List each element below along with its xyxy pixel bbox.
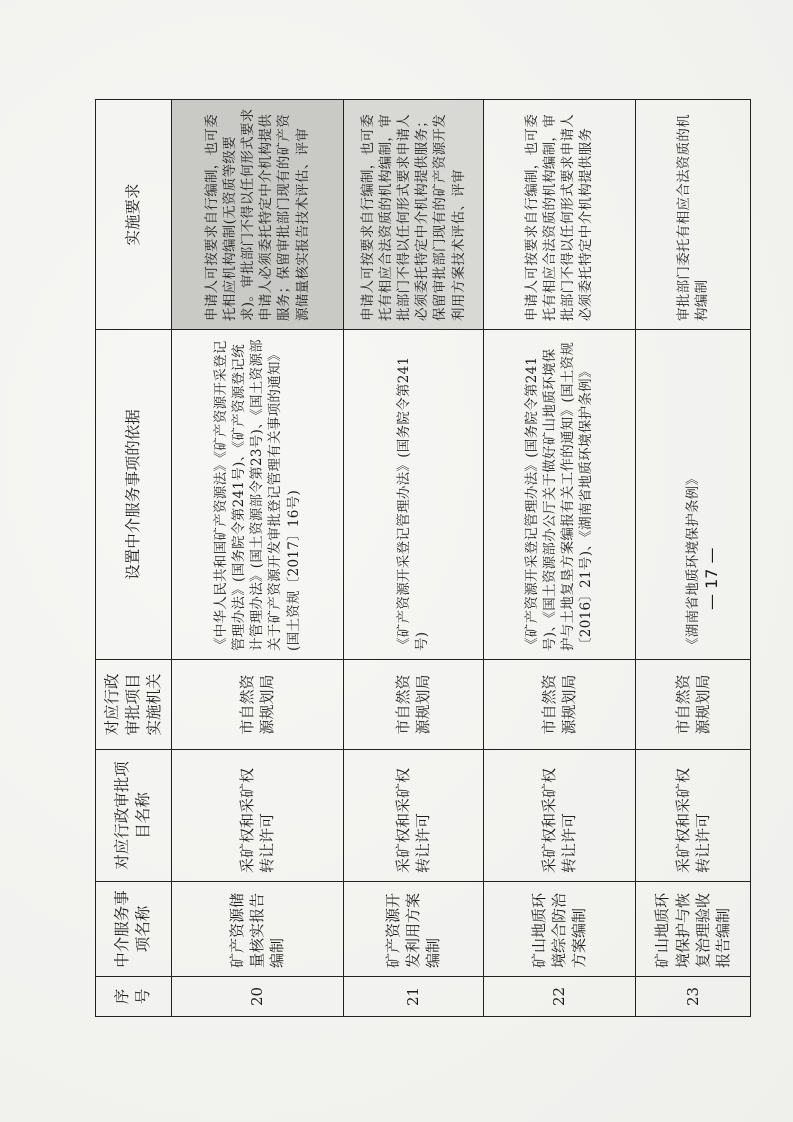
cell-basis: 《矿产资源开采登记管理办法》(国务院令第241号) [343,330,483,660]
cell-no: 20 [171,977,343,1017]
cell-basis: 《矿产资源开采登记管理办法》(国务院令第241号)、《国土资源部办公厅关于做好矿山地质环境保护与土地复垦方案编报有关工作的通知》(国土资规〔2016〕21号)、《湖南省地质环境保护条例》 [483,330,635,660]
cell-approval-org: 市自然资源规划局 [483,660,635,750]
cell-requirements: 申请人可按要求自行编制，也可委托有相应合法资质的机构编制，审批部门不得以任何形式要求申请人必须委托特定中介机构提供服务 [483,100,635,330]
cell-approval-item: 采矿权和采矿权转让许可 [343,750,483,882]
cell-basis: 《湖南省地质环境保护条例》 [635,330,750,660]
cell-service-name: 矿山地质环境保护与恢复治理验收报告编制 [635,882,750,977]
cell-requirements: 申请人可按要求自行编制，也可委托相应机构编制(无资质等级要求)。审批部门不得以任何形式要求申请人必须委托特定中介机构提供服务；保留审批部门现有的矿产资源储量核实报告技术评估、评审 [171,100,343,330]
intermediary-service-table [95,99,751,1017]
cell-no: 21 [343,977,483,1017]
cell-requirements: 审批部门委托有相应合法资质的机构编制 [635,100,750,330]
table-row [343,100,483,1017]
cell-service-name: 矿山地质环境综合防治方案编制 [483,882,635,977]
table-row [635,100,750,1017]
header-service-name: 中介服务事项名称 [96,882,172,977]
header-approval-item: 对应行政审批项目名称 [96,750,172,882]
cell-no: 22 [483,977,635,1017]
cell-requirements: 申请人可按要求自行编制，也可委托有相应合法资质的机构编制，审批部门不得以任何形式要求申请人必须委托特定中介机构提供服务；保留审批部门现有的矿产资源开发利用方案技术评估、评审 [343,100,483,330]
table-row [483,100,635,1017]
header-approval-org: 对应行政审批项目实施机关 [96,660,172,750]
cell-service-name: 矿产资源储量核实报告编制 [171,882,343,977]
cell-no: 23 [635,977,750,1017]
header-basis: 设置中介服务事项的依据 [96,330,172,660]
cell-approval-org: 市自然资源规划局 [635,660,750,750]
cell-approval-item: 采矿权和采矿权转让许可 [635,750,750,882]
cell-service-name: 矿产资源开发利用方案编制 [343,882,483,977]
cell-approval-org: 市自然资源规划局 [343,660,483,750]
table-header-row [96,100,172,1017]
cell-approval-item: 采矿权和采矿权转让许可 [171,750,343,882]
cell-basis: 《中华人民共和国矿产资源法》《矿产资源开采登记管理办法》(国务院令第241号)、《矿产资源登记统计管理办法》(国土资源部令第23号)、《国土资源部关于矿产资源开发审批登记管理有关事项的通知》(国土资规〔2017〕16号) [171,330,343,660]
rotated-table-container [95,100,733,1017]
header-no: 序号 [96,977,172,1017]
header-requirements: 实施要求 [96,100,172,330]
cell-approval-item: 采矿权和采矿权转让许可 [483,750,635,882]
page-number: — 17 — [702,547,721,610]
cell-approval-org: 市自然资源规划局 [171,660,343,750]
table-row [171,100,343,1017]
